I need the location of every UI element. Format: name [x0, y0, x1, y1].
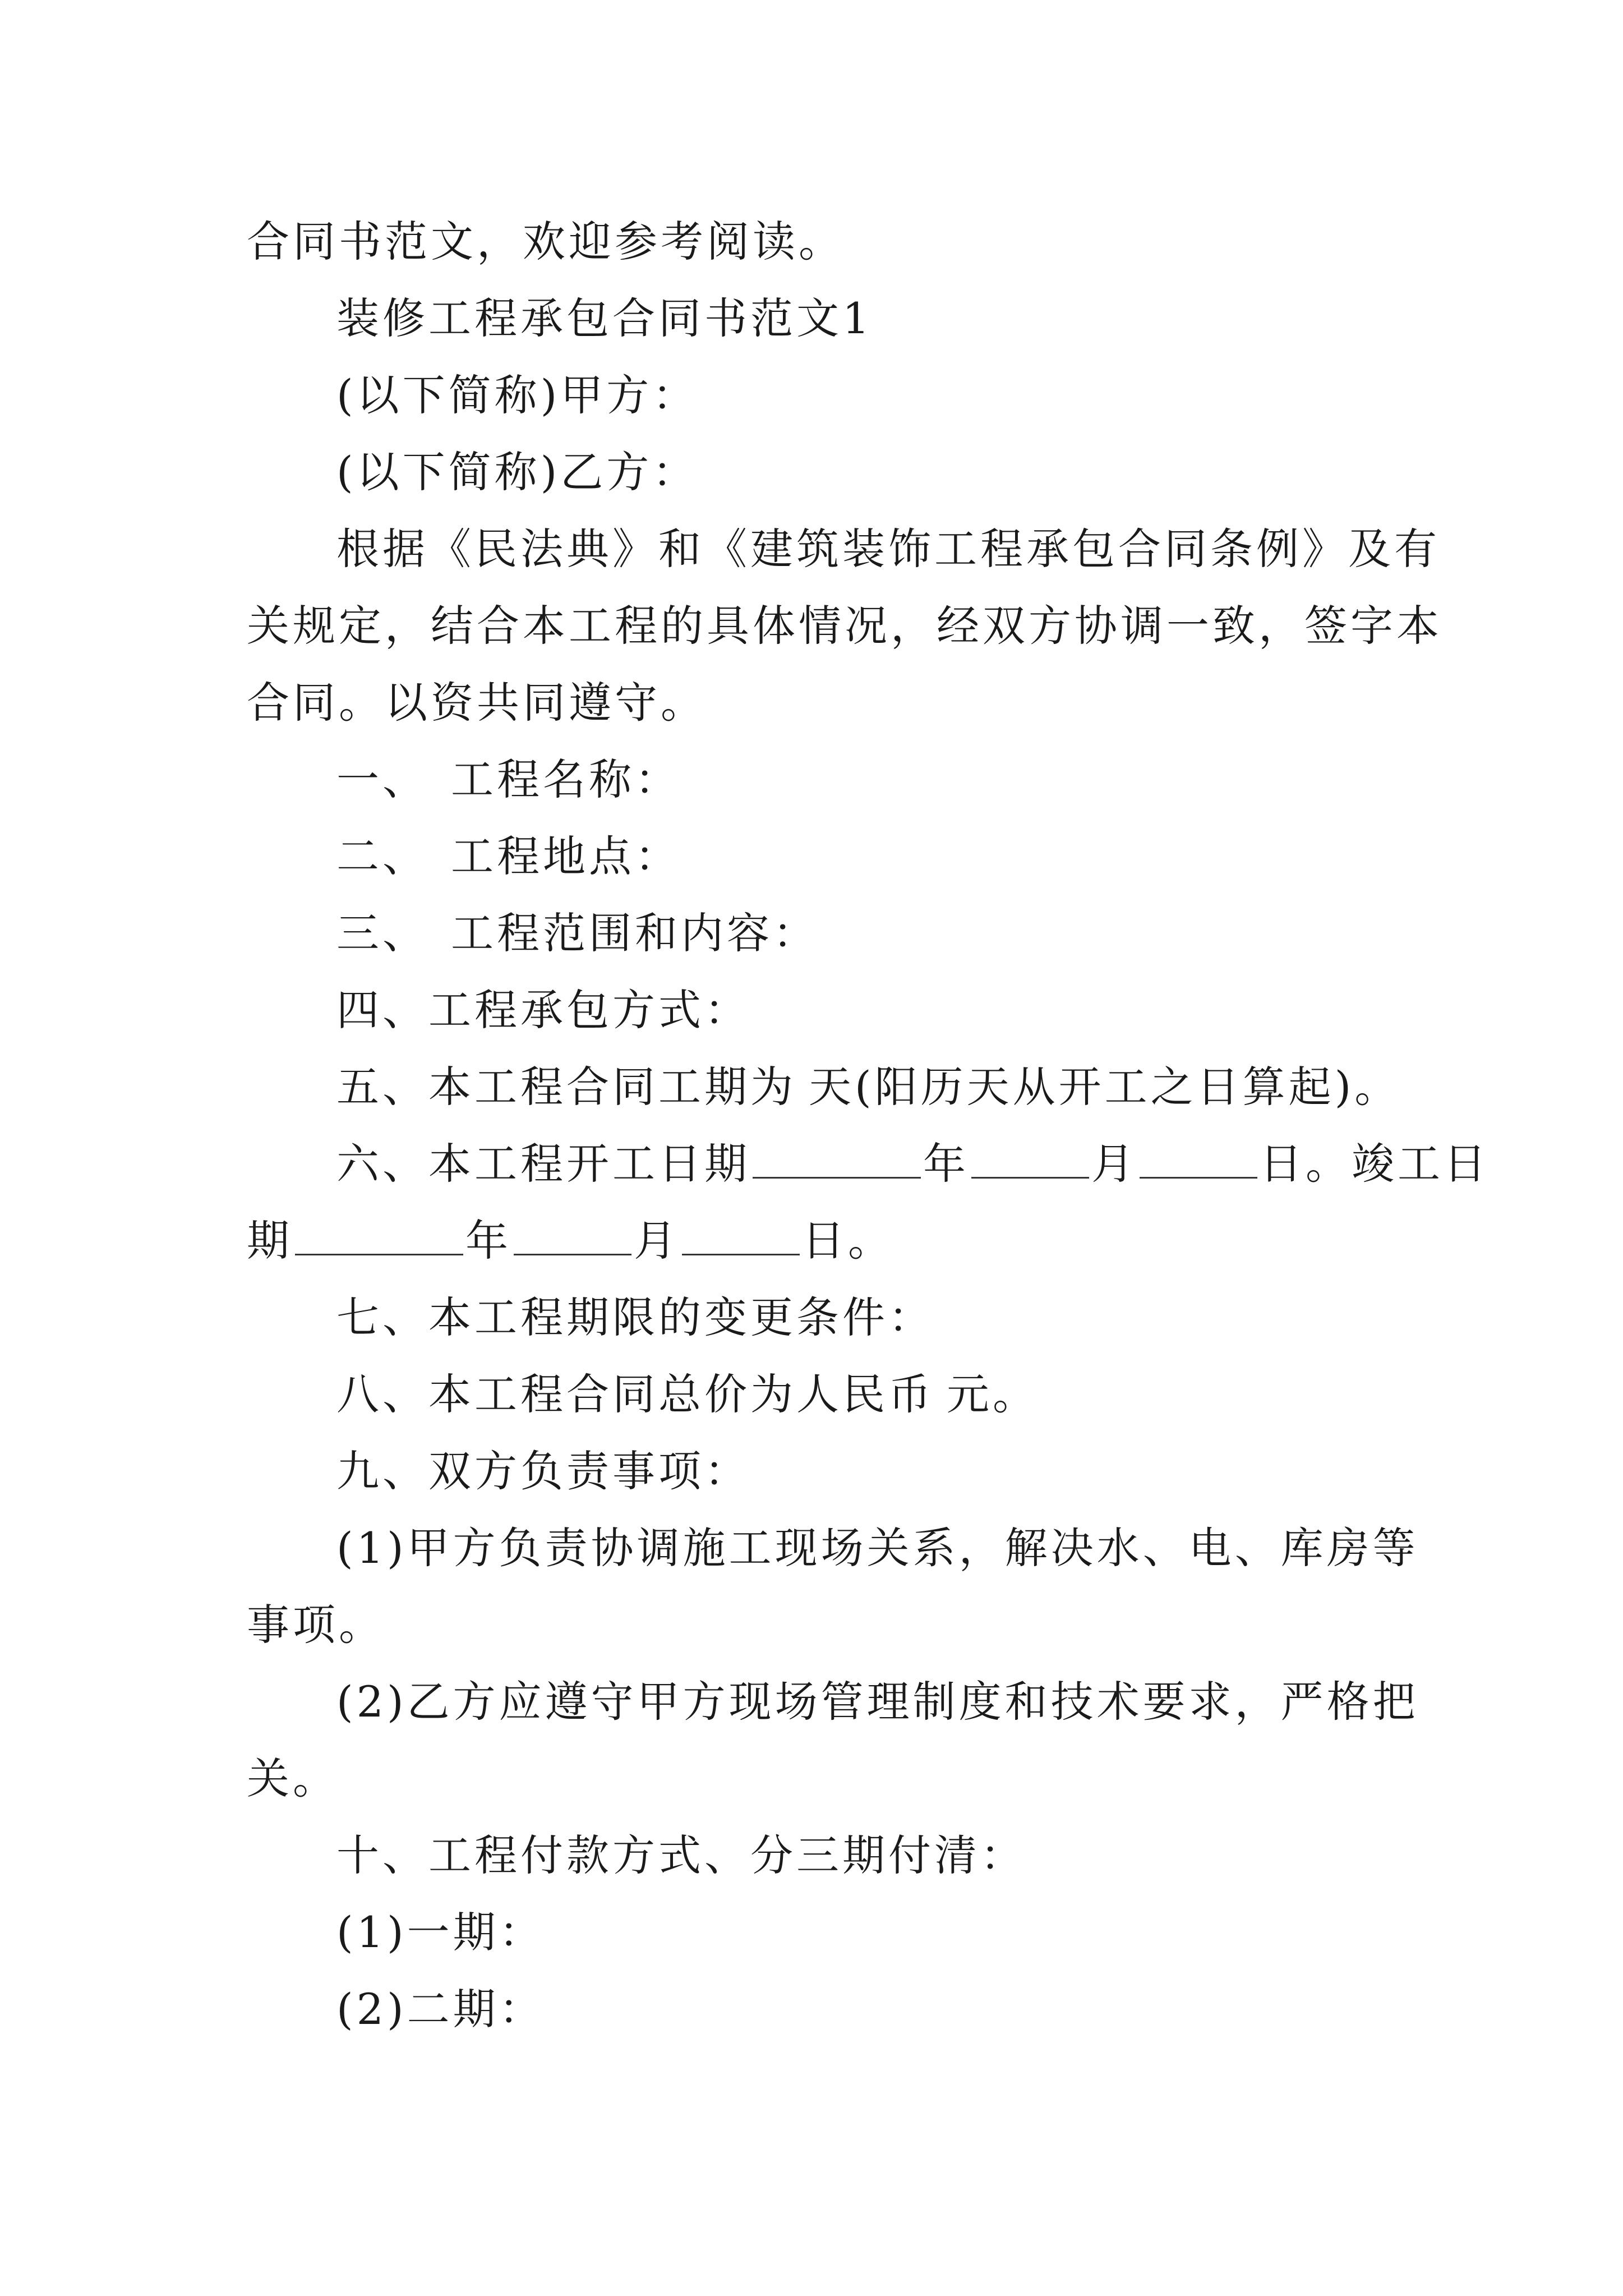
clause-7-text: 七、本工程期限的变更条件：: [336, 1292, 934, 1342]
clause-6-l2-pre: 期: [247, 1216, 293, 1266]
end-year-blank: [295, 1214, 463, 1255]
clause-6-month-label: 月: [1091, 1139, 1137, 1189]
clause-9-2-text-1: (2)乙方应遵守甲方现场管理制度和技术要求，严格把: [336, 1677, 1419, 1727]
clause-9-1-line-2: [247, 1586, 1385, 1663]
end-day-blank: [682, 1214, 800, 1255]
clause-2-line: [247, 818, 1385, 895]
clause-5-text-pre: 五、本工程合同工期为: [336, 1062, 796, 1112]
clause-9-1-text-2: 事项。: [247, 1600, 385, 1650]
clause-3-text: 工程范围和内容：: [451, 908, 819, 958]
clause-3-number: 三、: [336, 908, 428, 958]
clause-9-text: 九、双方负责事项：: [336, 1446, 750, 1496]
clause-9-2-text-2: 关。: [247, 1754, 339, 1803]
party-a-text: (以下简称)甲方：: [336, 370, 699, 420]
clause-2-text: 工程地点：: [451, 831, 681, 881]
preamble-text-1: 根据《民法典》和《建筑装饰工程承包合同条例》及有: [336, 524, 1440, 574]
clause-6-l2-day-label: 日。: [802, 1216, 894, 1266]
clause-6-line-1: [247, 1125, 1490, 1202]
clause-7-line: [247, 1279, 1385, 1356]
intro-tail-line: [247, 203, 1385, 280]
clause-10-1-line: [247, 1894, 1385, 1971]
clause-6-l2-year-label: 年: [465, 1216, 511, 1266]
start-month-blank: [971, 1138, 1089, 1179]
clause-4-text: 四、工程承包方式：: [336, 985, 750, 1035]
intro-tail-text: 合同书范文，欢迎参考阅读。: [247, 217, 845, 266]
clause-8-line: [247, 1356, 1385, 1433]
start-year-blank: [753, 1138, 921, 1179]
clause-10-2-text: (2)二期：: [336, 1984, 545, 2034]
start-day-blank: [1140, 1138, 1257, 1179]
clause-6-text-pre: 六、本工程开工日期: [336, 1139, 750, 1189]
clause-4-line: [247, 972, 1385, 1048]
document-heading: 装修工程承包合同书范文1: [336, 293, 873, 343]
clause-9-line: [247, 1433, 1385, 1510]
clause-6-line-2: [247, 1202, 1385, 1279]
clause-9-1-line-1: [247, 1510, 1419, 1586]
heading-line: [247, 280, 1385, 357]
preamble-line-2: [247, 587, 1442, 664]
clause-1-number: 一、: [336, 754, 428, 804]
preamble-text-3: 合同。以资共同遵守。: [247, 678, 707, 728]
clause-2-number: 二、: [336, 831, 428, 881]
party-b-text: (以下简称)乙方：: [336, 447, 699, 497]
clause-3-line: [247, 895, 1385, 972]
clause-10-text: 十、工程付款方式、分三期付清：: [336, 1830, 1026, 1880]
clause-6-l2-month-label: 月: [634, 1216, 680, 1266]
clause-10-line: [247, 1817, 1385, 1894]
party-a-line: [247, 357, 1385, 434]
clause-8-text-post: 元。: [947, 1369, 1039, 1419]
preamble-text-2: 关规定，结合本工程的具体情况，经双方协调一致，签字本: [247, 601, 1442, 651]
preamble-line-3: [247, 664, 1385, 741]
clause-6-day-end: 日。竣工日: [1260, 1139, 1490, 1189]
clause-8-text-pre: 八、本工程合同总价为人民币: [336, 1369, 934, 1419]
document-body: [247, 203, 1490, 2047]
clause-9-2-line-2: [247, 1740, 1385, 1817]
clause-1-line: [247, 741, 1385, 818]
party-b-line: [247, 434, 1385, 510]
end-month-blank: [514, 1214, 631, 1255]
preamble-line-1: [247, 510, 1440, 587]
clause-5-line: [247, 1048, 1401, 1125]
clause-9-1-text-1: (1)甲方负责协调施工现场关系，解决水、电、库房等: [336, 1523, 1419, 1573]
clause-6-year-label: 年: [923, 1139, 969, 1189]
clause-1-text: 工程名称：: [451, 754, 681, 804]
clause-9-2-line-1: [247, 1663, 1419, 1740]
clause-10-2-line: [247, 1971, 1385, 2047]
clause-10-1-text: (1)一期：: [336, 1907, 545, 1957]
clause-5-text-post: 天(阳历天从开工之日算起)。: [809, 1062, 1401, 1112]
